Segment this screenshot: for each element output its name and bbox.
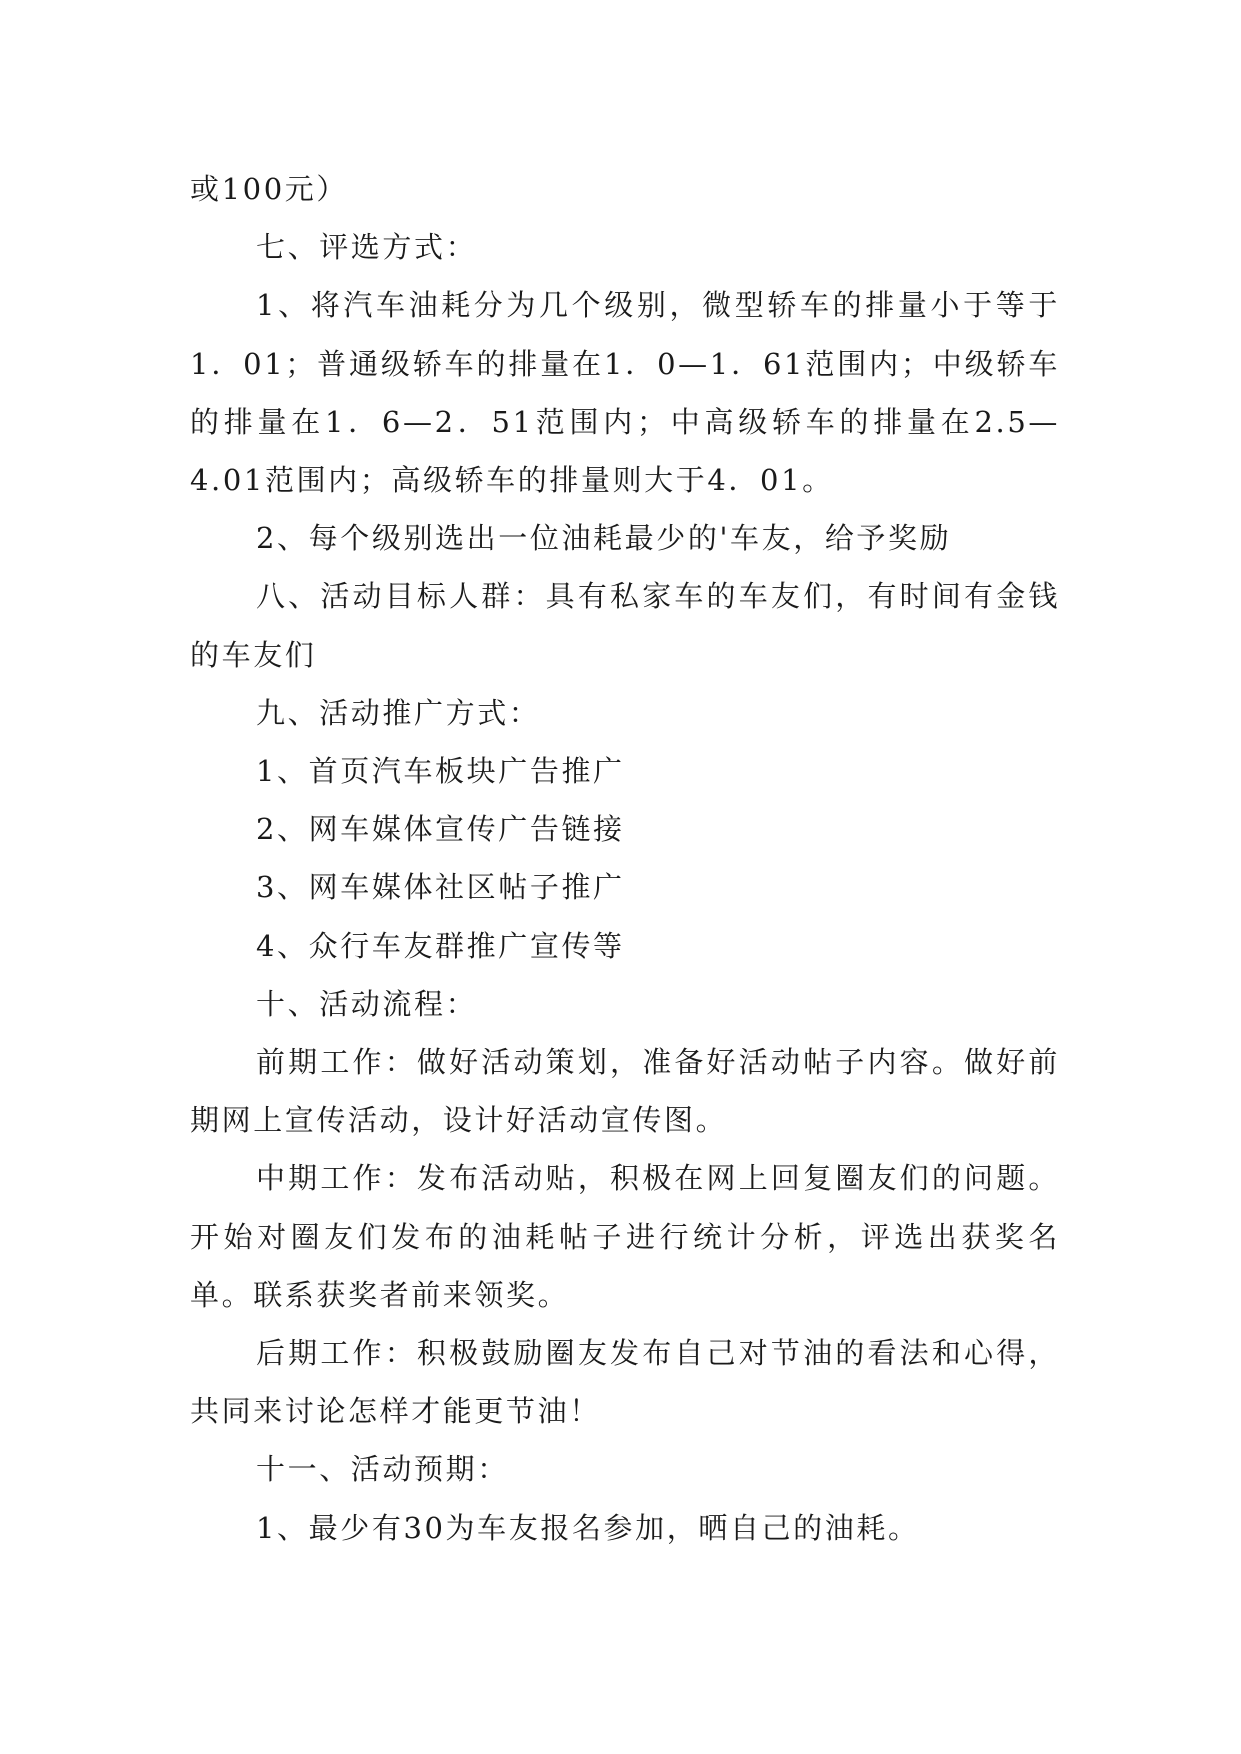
paragraph-early-stage: 前期工作：做好活动策划，准备好活动帖子内容。做好前期网上宣传活动，设计好活动宣传图。 <box>190 1045 1060 1138</box>
paragraph-vehicle-classes: 1、将汽车油耗分为几个级别，微型轿车的排量小于等于1．01；普通级轿车的排量在1．0—1．61范围内；中级轿车的排量在1．6—2．51范围内；中高级轿车的排量在2.5—4.01范围内；高级轿车的排量则大于4．01。 <box>190 288 1060 498</box>
section-heading-target-audience: 八、活动目标人群：具有私家车的车友们，有时间有金钱的车友们 <box>190 579 1060 672</box>
document-body <box>190 160 1060 1557</box>
list-item-promotion-3: 3、网车媒体社区帖子推广 <box>256 870 625 905</box>
section-heading-expectations: 十一、活动预期： <box>256 1452 509 1487</box>
list-item-promotion-1: 1、首页汽车板块广告推广 <box>256 754 625 789</box>
section-heading-selection-method: 七、评选方式： <box>256 230 478 265</box>
paragraph-middle-stage: 中期工作：发布活动贴，积极在网上回复圈友们的问题。开始对圈友们发布的油耗帖子进行统计分析，评选出获奖名单。联系获奖者前来领奖。 <box>190 1161 1060 1312</box>
section-heading-process: 十、活动流程： <box>256 986 478 1021</box>
section-heading-promotion: 九、活动推广方式： <box>256 695 541 730</box>
list-item-promotion-2: 2、网车媒体宣传广告链接 <box>256 812 625 847</box>
paragraph-award-rule: 2、每个级别选出一位油耗最少的'车友，给予奖励 <box>256 521 952 556</box>
list-item-expectation-1: 1、最少有30为车友报名参加，晒自己的油耗。 <box>256 1510 920 1545</box>
paragraph-continuation: 或100元） <box>190 172 348 206</box>
paragraph-late-stage: 后期工作：积极鼓励圈友发布自己对节油的看法和心得，共同来讨论怎样才能更节油！ <box>190 1336 1060 1429</box>
list-item-promotion-4: 4、众行车友群推广宣传等 <box>256 928 625 963</box>
